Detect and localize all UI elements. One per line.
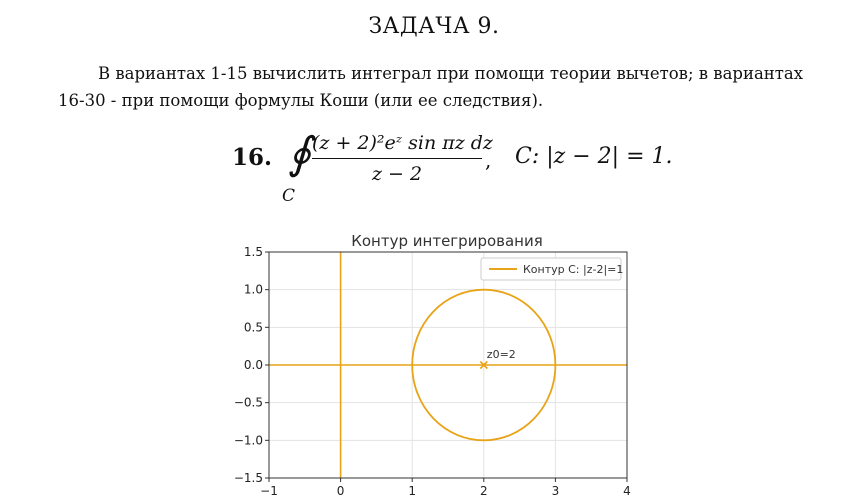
fraction-numerator: (z + 2)²eᶻ sin πz dz bbox=[312, 132, 482, 159]
y-tick-label: −1.0 bbox=[233, 433, 263, 448]
x-tick-label: 2 bbox=[479, 484, 488, 498]
y-tick-label: 0.0 bbox=[243, 358, 263, 372]
x-tick-label: 3 bbox=[551, 484, 560, 498]
task-instruction: В вариантах 1-15 вычислить интеграл при помощи теории вычетов; в вариантах 16-30 - при помощи формулы Коши (или ее следствия). bbox=[58, 64, 804, 110]
integral-contour-subscript: C bbox=[282, 186, 296, 206]
legend bbox=[481, 258, 623, 280]
singular-point-label: z0=2 bbox=[486, 348, 516, 361]
y-tick-label: −1.5 bbox=[233, 471, 263, 485]
y-tick-label: 0.5 bbox=[243, 320, 263, 335]
task-title: ЗАДАЧА 9. bbox=[368, 14, 500, 39]
contour-definition: C: |z − 2| = 1. bbox=[515, 144, 673, 169]
x-tick-label: 4 bbox=[623, 484, 631, 498]
formula-separator: , bbox=[485, 148, 492, 172]
x-tick-label: 1 bbox=[408, 484, 417, 498]
x-tick-label: 0 bbox=[336, 484, 345, 498]
chart-title: Контур интегрирования bbox=[351, 232, 543, 250]
formula bbox=[220, 130, 720, 210]
legend-label: Контур C: |z-2|=1 bbox=[523, 263, 624, 276]
contour-integral-symbol: ∮ bbox=[288, 128, 311, 179]
y-tick-label: 1.5 bbox=[243, 245, 263, 259]
y-tick-label: −0.5 bbox=[233, 395, 263, 410]
contour-chart bbox=[225, 226, 645, 498]
problem-number: 16. bbox=[232, 144, 273, 171]
y-tick-label: 1.0 bbox=[243, 282, 263, 297]
fraction-denominator: z − 2 bbox=[371, 163, 423, 185]
x-tick-label: −1 bbox=[260, 484, 278, 498]
fraction bbox=[312, 132, 493, 185]
